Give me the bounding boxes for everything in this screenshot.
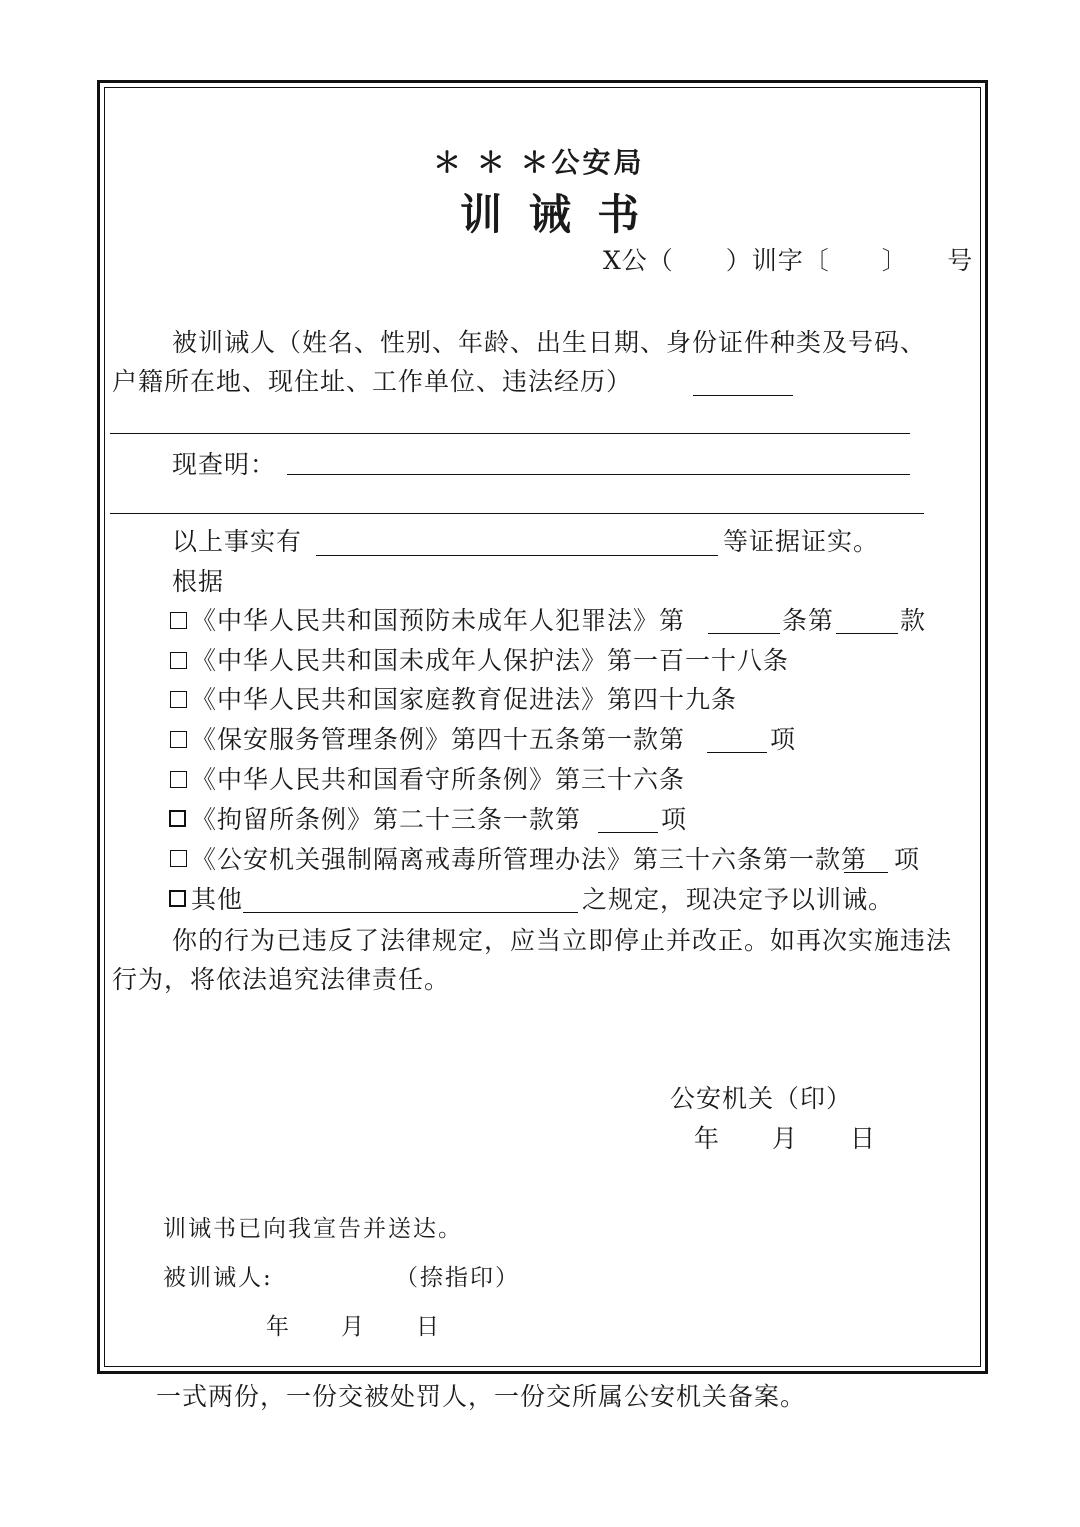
evidence-suffix: 等证据证实。: [723, 527, 880, 556]
warning-line-1: 你的行为已违反了法律规定，应当立即停止并改正。如再次实施违法: [172, 926, 953, 955]
checkbox-family-education-law[interactable]: [170, 691, 187, 708]
decision-text: 之规定，现决定予以训诫。: [582, 885, 895, 914]
checkbox-custody-regulations[interactable]: [169, 810, 186, 827]
subject-line-1: 被训诫人（姓名、性别、年龄、出生日期、身份证件种类及号码、: [172, 328, 927, 357]
item-suffix: 项: [894, 845, 921, 874]
clause-suffix: 款: [900, 606, 927, 635]
checkbox-other[interactable]: [169, 890, 186, 907]
option-other: 其他: [191, 885, 244, 914]
checkbox-security-service-regulations[interactable]: [170, 731, 187, 748]
other-fill-line[interactable]: [243, 912, 578, 913]
findings-fill-line[interactable]: [287, 474, 910, 475]
item-number-blank[interactable]: [598, 832, 658, 833]
issue-date: 年 月 日: [694, 1124, 877, 1153]
issuing-authority: ＊ ＊ ＊公安局: [433, 146, 645, 179]
article-number-blank[interactable]: [708, 633, 780, 634]
issuer-seal: 公安机关（印）: [670, 1084, 853, 1113]
findings-fill-line-2[interactable]: [110, 513, 924, 514]
option-detention-house-regulations: 《中华人民共和国看守所条例》第三十六条: [191, 765, 686, 794]
option-family-education-law: 《中华人民共和国家庭教育促进法》第四十九条: [191, 685, 738, 714]
checkbox-compulsory-rehab-measures[interactable]: [170, 850, 187, 867]
fingerprint-label: （捺指印）: [395, 1265, 520, 1291]
checkbox-juvenile-crime-prevention-law[interactable]: [170, 612, 187, 629]
document-number: X公（ ）训字〔 〕 号: [603, 246, 974, 275]
footer-note: 一式两份，一份交被处罚人，一份交所属公安机关备案。: [156, 1382, 807, 1411]
item-number-blank[interactable]: [844, 872, 888, 873]
basis-label: 根据: [172, 567, 225, 596]
item-suffix: 项: [770, 725, 797, 754]
receipt-person-label: 被训诫人:: [163, 1265, 273, 1291]
option-minor-protection-law: 《中华人民共和国未成年人保护法》第一百一十八条: [191, 646, 790, 675]
checkbox-detention-house-regulations[interactable]: [170, 771, 187, 788]
receipt-statement: 训诫书已向我宣告并送达。: [163, 1216, 463, 1242]
option-juvenile-crime-prevention-law: 《中华人民共和国预防未成年人犯罪法》第: [191, 606, 686, 635]
findings-label: 现查明：: [172, 450, 277, 479]
checkbox-minor-protection-law[interactable]: [170, 652, 187, 669]
document-title: 训 诫 书: [460, 190, 646, 239]
evidence-prefix: 以上事实有: [172, 527, 303, 556]
option-security-service-regulations: 《保安服务管理条例》第四十五条第一款第: [191, 725, 686, 754]
subject-fill-line-2[interactable]: [110, 433, 910, 434]
item-suffix: 项: [661, 805, 688, 834]
option-custody-regulations: 《拘留所条例》第二十三条一款第: [191, 805, 582, 834]
subject-fill-line[interactable]: [693, 395, 793, 396]
subject-line-2: 户籍所在地、现住址、工作单位、违法经历）: [112, 367, 633, 396]
option-compulsory-rehab-measures: 《公安机关强制隔离戒毒所管理办法》第三十六条第一款第: [191, 845, 868, 874]
evidence-fill-line[interactable]: [316, 555, 718, 556]
item-number-blank[interactable]: [707, 752, 767, 753]
warning-line-2: 行为，将依法追究法律责任。: [112, 965, 451, 994]
receipt-date: 年 月 日: [266, 1314, 441, 1340]
article-suffix: 条第: [782, 606, 835, 635]
clause-number-blank[interactable]: [836, 633, 898, 634]
